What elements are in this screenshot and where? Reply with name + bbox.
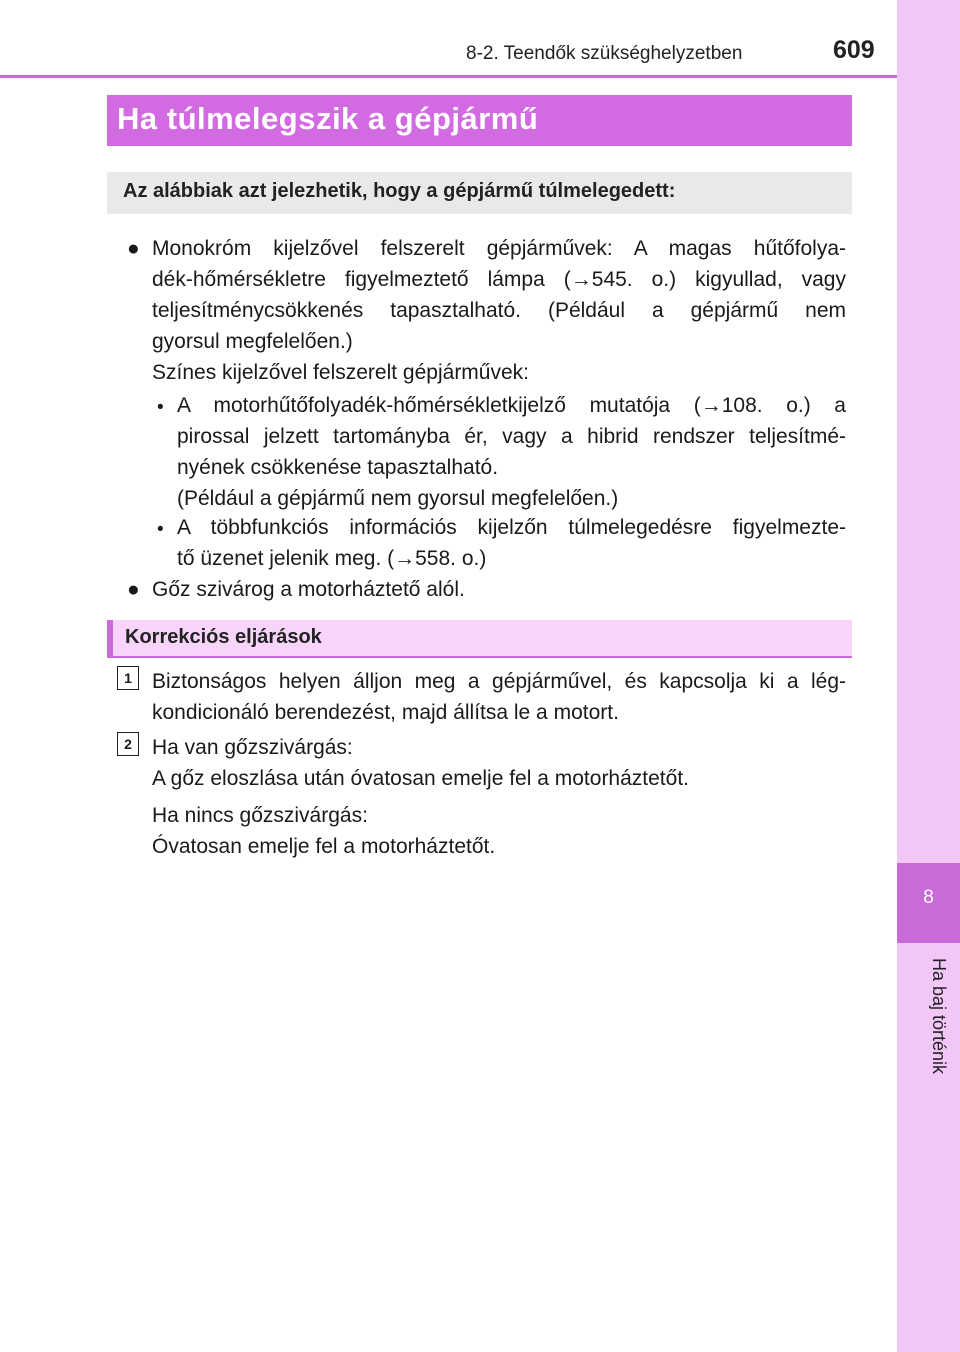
chapter-label: Ha baj történik	[929, 958, 949, 1075]
section-title: 8-2. Teendők szükséghelyzetben	[466, 43, 743, 64]
symptom-2	[152, 574, 465, 605]
page-title: Ha túlmelegszik a gépjármű	[117, 101, 539, 136]
sub-item-1-line: pirossal jelzett tartományba ér, vagy a hibrid rendszer teljesítmé-	[177, 425, 846, 448]
step-2-line: A gőz eloszlása után óvatosan emelje fel a motorháztetőt.	[152, 767, 689, 790]
intro-text: Az alábbiak azt jelezhetik, hogy a gépjármű túlmelegedett:	[123, 180, 676, 202]
intro-box	[107, 172, 852, 214]
chapter-number: 8	[923, 887, 934, 908]
symptom-1	[152, 233, 846, 388]
bullet-icon: ●	[127, 578, 140, 601]
corrective-heading-box	[107, 620, 852, 658]
step-1-line: kondicionáló berendezést, majd állítsa le a motort.	[152, 701, 619, 724]
symptom-1-line: teljesítménycsökkenés tapasztalható. (Például a gépjármű nem	[152, 299, 846, 322]
chapter-tab[interactable]	[897, 863, 960, 943]
symptom-1-line: Monokróm kijelzővel felszerelt gépjárművek: A magas hűtőfolya-	[152, 237, 846, 260]
sub-item-2-line: tő üzenet jelenik meg. (→558. o.)	[177, 547, 487, 570]
sub-item-1	[177, 390, 846, 514]
page-title-bar	[107, 95, 852, 146]
step-2-line: Ha van gőzszivárgás:	[152, 736, 353, 759]
sub-bullet-icon: •	[157, 397, 164, 418]
step-2-line: Ha nincs gőzszivárgás:	[152, 804, 368, 827]
side-tab-strip	[897, 0, 960, 1352]
symptom-2-line: Gőz szivárog a motorháztető alól.	[152, 578, 465, 601]
sub-item-2	[177, 512, 846, 574]
step-1-line: Biztonságos helyen álljon meg a gépjárművel, és kapcsolja ki a lég-	[152, 670, 846, 693]
sub-item-1-line: A motorhűtőfolyadék-hőmérsékletkijelző mutatója (→108. o.) a	[177, 394, 846, 417]
step-2-line: Óvatosan emelje fel a motorháztetőt.	[152, 835, 496, 858]
page-number: 609	[833, 36, 875, 64]
sub-item-2-line: A többfunkciós információs kijelzőn túlmelegedésre figyelmezte-	[177, 516, 846, 539]
bullet-icon: ●	[127, 237, 140, 260]
step-1	[152, 666, 846, 728]
sub-bullet-icon: •	[157, 519, 164, 540]
corrective-accent	[107, 620, 113, 656]
sub-item-1-line: (Például a gépjármű nem gyorsul megfelelően.)	[177, 487, 619, 510]
symptom-1-line: gyorsul megfelelően.)	[152, 330, 353, 353]
header-divider	[0, 75, 897, 78]
symptom-1-subheading: Színes kijelzővel felszerelt gépjárművek:	[152, 361, 529, 384]
corrective-heading: Korrekciós eljárások	[125, 626, 322, 648]
step-2-number: 2	[117, 732, 139, 756]
step-1-number: 1	[117, 666, 139, 690]
symptom-1-line: dék-hőmérsékletre figyelmeztető lámpa (→545. o.) kigyullad, vagy	[152, 268, 846, 291]
step-2	[152, 732, 846, 862]
sub-item-1-line: nyének csökkenése tapasztalható.	[177, 456, 499, 479]
